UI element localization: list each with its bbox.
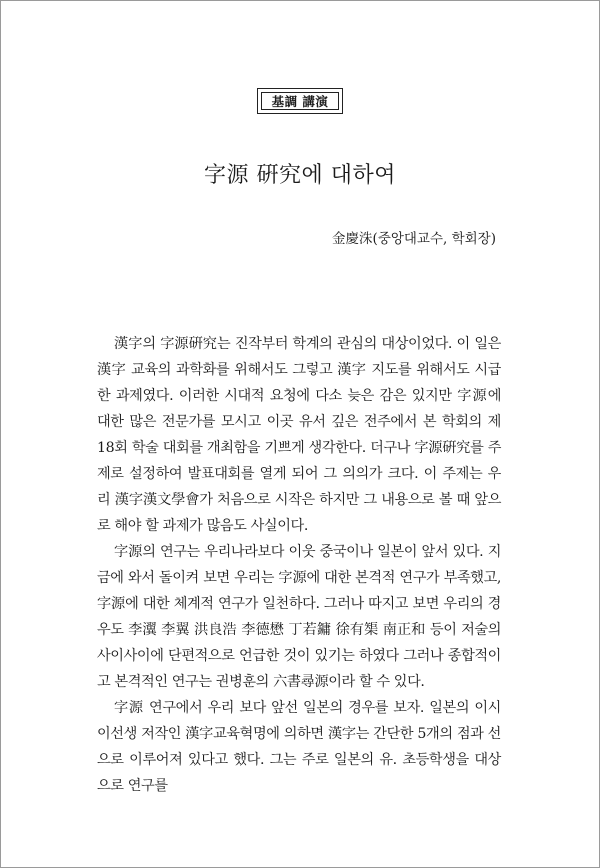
article-body xyxy=(97,331,501,799)
section-label-box xyxy=(257,88,343,114)
body-paragraph: 漢字의 字源硏究는 진작부터 학계의 관심의 대상이었다. 이 일은 漢字 교육의 과학화를 위해서도 그렇고 漢字 지도를 위해서도 시급한 과제였다. 이러한 시대적 요청에 다소 늦은 감은 있지만 字源에 대한 많은 전문가를 모시고 이곳 유서 깊은 전주에서 본 학회의 제18회 학술 대회를 개최함을 기쁘게 생각한다. 더구나 字源硏究를 주제로 설정하여 발표대회를 열게 되어 그 의의가 크다. 이 주제는 우리 漢字漢文學會가 처음으로 시작은 하지만 그 내용으로 볼 때 앞으로 해야 할 과제가 많음도 사실이다. xyxy=(97,336,501,534)
author-line: 金慶洙(중앙대교수, 학회장) xyxy=(332,231,496,247)
body-paragraph: 字源의 연구는 우리나라보다 이웃 중국이나 일본이 앞서 있다. 지금에 와서 돌이켜 보면 우리는 字源에 대한 본격적 연구가 부족했고, 字源에 대한 체계적 연구가 일천하다. 그러나 따지고 보면 우리의 경우도 李瀷 李翼 洪良浩 李德懋 丁若鏞 徐有榘 南正和 등이 저술의 사이사이에 단편적으로 언급한 것이 있기는 하였다 그러나 종합적이고 본격적인 연구는 권병훈의 六書尋源이라 할 수 있다. xyxy=(97,544,501,690)
article-title: 字源 硏究에 대하여 xyxy=(204,163,396,188)
body-paragraph: 字源 연구에서 우리 보다 앞선 일본의 경우를 보자. 일본의 이시이선생 저작인 漢字교육혁명에 의하면 漢字는 간단한 5개의 점과 선으로 이루어져 있다고 했다. 그는 주로 일본의 유. 초등학생을 대상으로 연구를 xyxy=(97,700,501,794)
section-label: 基調 講演 xyxy=(261,92,339,110)
